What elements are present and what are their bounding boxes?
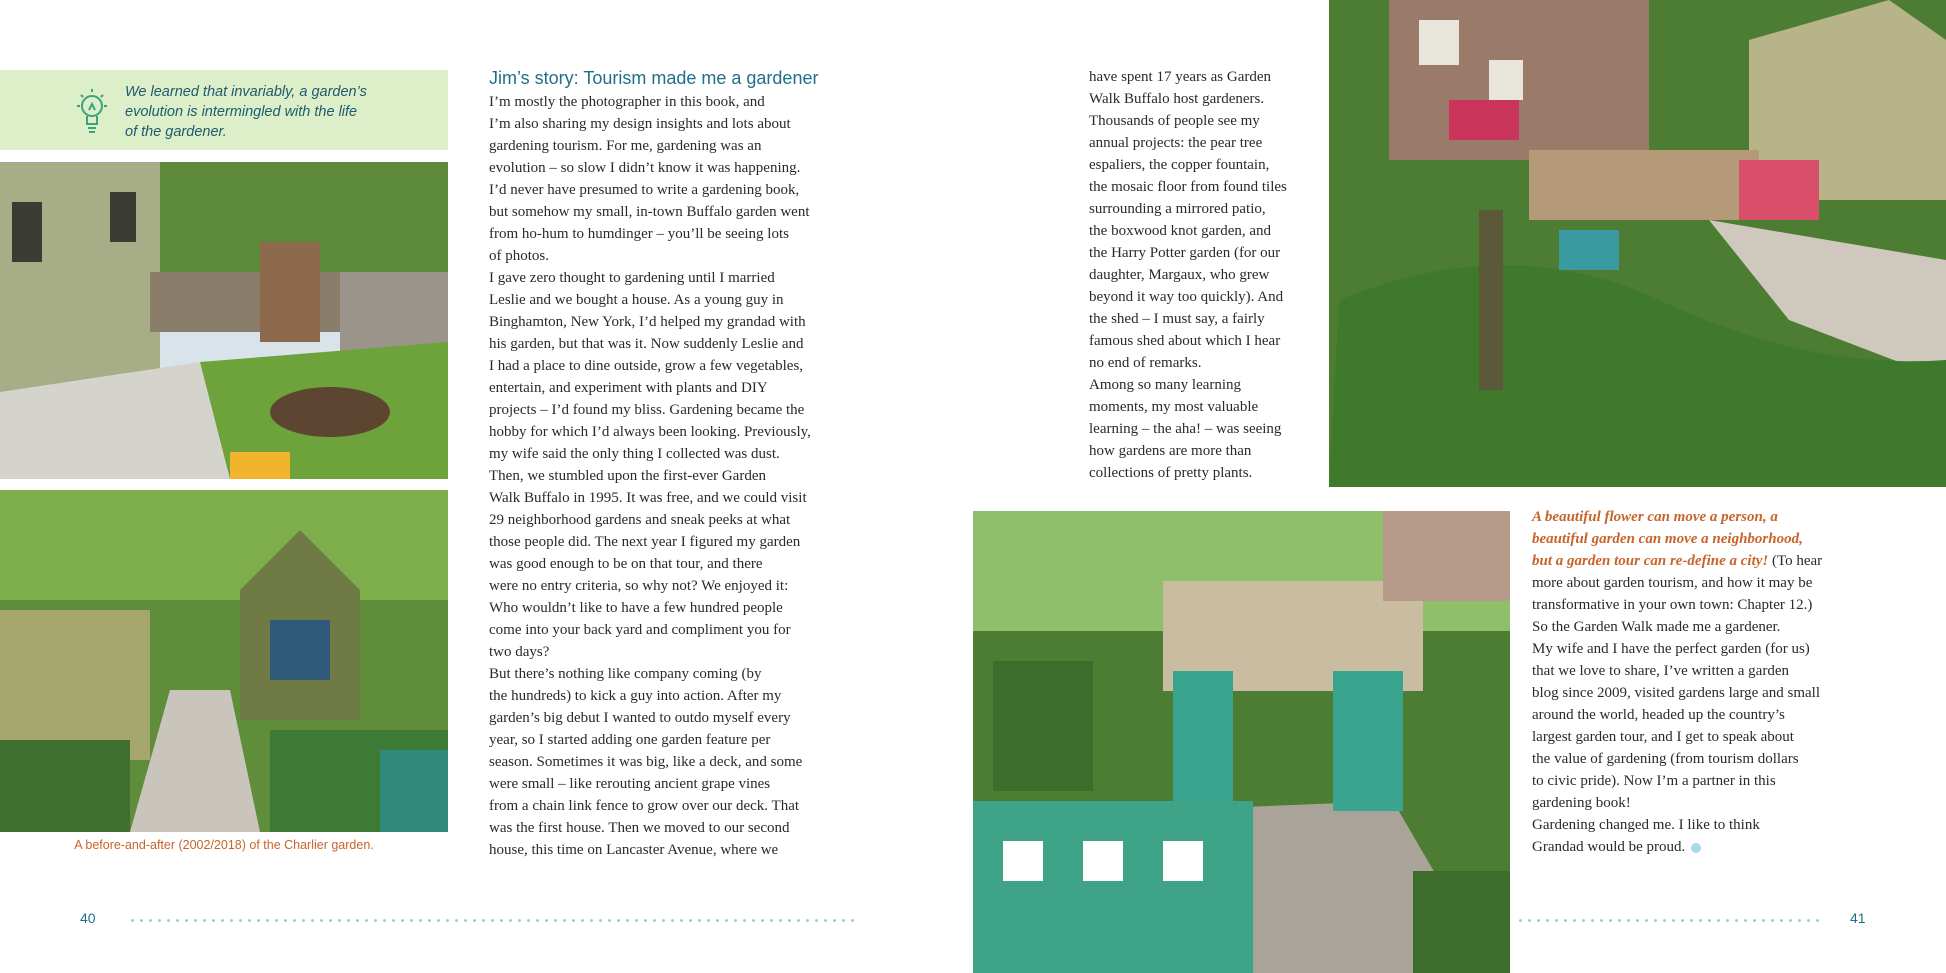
lightbulb-icon bbox=[74, 86, 110, 136]
body-column-3: A beautiful flower can move a person, a beautiful garden can move a neighborhood, but a garden tour can re-define a city! (To hear more about garden tourism, and how it may be transformative in your own town: Chapter 12.) So the Garden Walk made me a gardener. My wife and I have the perfect garden (for us) that we love to share, I’ve written a garden blog since 2009, visited gardens large and small around the world, headed up the country’s largest garden tour, and I get to speak about the value of gardening (from tourism dollars to civic pride). Now I’m a partner in this gardening book! Gardening changed me. I like to think Grandad would be proud. bbox=[1532, 506, 1872, 858]
callout-text: We learned that invariably, a garden’s evolution is intermingled with the life of the gardener. bbox=[125, 84, 367, 140]
footer-dotted-rule-right bbox=[1516, 919, 1822, 922]
garden-after-photo bbox=[0, 490, 448, 832]
pull-quote-callout bbox=[0, 70, 448, 150]
page-number-right: 41 bbox=[1850, 910, 1866, 926]
footer-dotted-rule-left bbox=[128, 919, 858, 922]
patio-photo bbox=[973, 511, 1510, 973]
story-title: Jim’s story: Tourism made me a gardener bbox=[489, 68, 819, 88]
body-column-2: have spent 17 years as Garden Walk Buffalo host gardeners. Thousands of people see my annual projects: the pear tree espaliers, the copper fountain, the mosaic floor from found tiles surrounding a mirrored patio, the boxwood knot garden, and the Harry Potter garden (for our daughter, Margaux, who grew beyond it way too quickly). And the shed – I must say, a fairly famous shed about which I hear no end of remarks. Among so many learning moments, my most valuable learning – the aha! – was seeing how gardens are more than collections of pretty plants. bbox=[1089, 69, 1287, 481]
photo-caption: A before-and-after (2002/2018) of the Charlier garden. bbox=[74, 838, 374, 852]
body-column-1: I’m mostly the photographer in this book, and I’m also sharing my design insights and lots about gardening tourism. For me, gardening was an evolution – so slow I didn’t know it was happening. I’d never have presumed to write a gardening book, but somehow my small, in-town Buffalo garden went from ho-hum to humdinger – you’ll be seeing lots of photos. I gave zero thought to gardening until I married Leslie and we bought a house. As a young guy in Binghamton, New York, I’d helped my grandad with his garden, but that was it. Now suddenly Leslie and I had a place to dine outside, grow a few vegetables, entertain, and experiment with plants and DIY projects – I’d found my bliss. Gardening became the hobby for which I’d always been looking. Previously, my wife said the only thing I collected was dust. Then, we stumbled upon the first-ever Garden Walk Buffalo in 1995. It was free, and we could visit 29 neighborhood gardens and sneak peeks at what those people did. The next year I figured my garden was good enough to be on that tour, and there were no entry criteria, so why not? We enjoyed it: Who wouldn’t like to have a few hundred people come into your back yard and compliment you for two days? But there’s nothing like company coming (by the hundreds) to kick a guy into action. After my garden’s big debut I wanted to outdo myself every year, so I started adding one garden feature per season. Sometimes it was big, like a deck, and some were small – like rerouting ancient grape vines from a chain link fence to grow over our deck. That was the first house. Then we moved to our second house, this time on Lancaster Avenue, where we bbox=[489, 94, 811, 858]
highlight-quote-line: A beautiful flower can move a person, a bbox=[1532, 509, 1778, 525]
knot-garden-photo bbox=[1329, 0, 1946, 487]
highlight-quote-line: beautiful garden can move a neighborhood, bbox=[1532, 531, 1803, 547]
highlight-quote-line: but a garden tour can re-define a city! bbox=[1532, 553, 1769, 569]
page-number-left: 40 bbox=[80, 910, 96, 926]
end-mark-icon bbox=[1691, 843, 1701, 853]
garden-before-photo bbox=[0, 162, 448, 479]
